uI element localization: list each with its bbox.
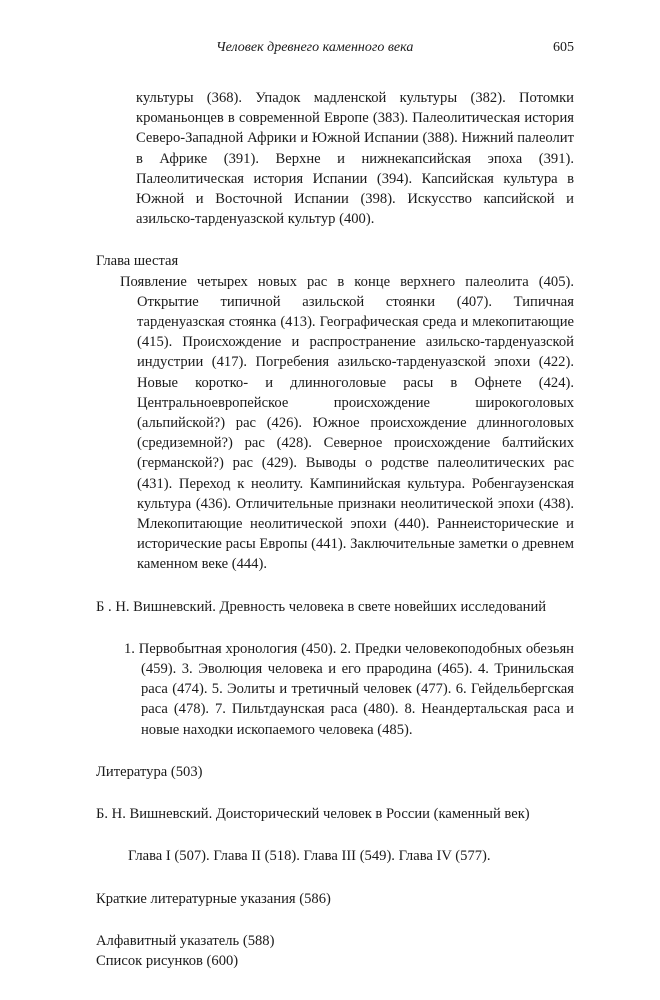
chapter6-body: Появление четырех новых рас в конце верхнего палеолита (405). Открытие типичной азильской стоянки (407). Типичная тарденуазская стоянка (413). Географическая среда и млекопитающие (415). Происхождение и распространение азильско-тарденуазской индустрии (417). Погребения азильско-тарденуазской эпохи (422). Новые коротко- и длинноголовые расы в Офнете (424). Центральноевропейское происхождение широкоголовых (альпийской?) рас (426). Южное происхождение длинноголовых (средиземной?) рас (428). Северное происхождение балтийских (германской?) рас (429). Выводы о родстве палеолитических рас (431). Переход к неолиту. Кампинийская культура. Робенгаузенская культура (436). Отличительные признаки неолитической эпохи (438). Млекопитающие неолитической эпохи (440). Раннеисторические и исторические расы Европы (441). Заключительные заметки о древнем каменном веке (444). [120,273,574,573]
literature-entry: Литература (503) [96,763,203,780]
vishnevsky2-chapters: Глава I (507). Глава II (518). Глава III (549). Глава IV (577). [128,848,491,865]
running-title: Человек древнего каменного века [216,40,414,55]
page-number: 605 [553,40,574,55]
table-of-contents [96,88,574,971]
vishnevsky1-title: Б . Н. Вишневский. Древность человека в свете новейших исследований [96,598,547,615]
brief-literature-entry: Краткие литературные указания (586) [96,890,331,907]
toc-continuation: культуры (368). Упадок мадленской культуры (382). Потомки кроманьонцев в современной Европе (383). Палеолитическая история Северо-Западной Африки и Южной Испании (388). Нижний палеолит в Африке (391). Верхне и нижнекапсийская эпоха (391). Палеолитическая история Испании (394). Капсийская культура в Южной и Восточной Испании (398). Искусство капсийской и азильско-тарденуазской культур (400). [136,90,574,228]
alphabetical-index-entry: Алфавитный указатель (588) [96,932,275,949]
chapter6-title: Глава шестая [96,253,179,270]
figures-list-entry: Список рисунков (600) [96,952,239,969]
vishnevsky1-body: 1. Первобытная хронология (450). 2. Предки человекоподобных обезьян (459). 3. Эволюция человека и его прародина (465). 4. Тринильская раса (474). 5. Эолиты и третичный человек (477). 6. Гейдельбергская раса (478). 7. Пильтдаунская раса (480). 8. Неандертальская раса и новые находки ископаемого человека (485). [124,640,574,738]
vishnevsky2-title: Б. Н. Вишневский. Доисторический человек в России (каменный век) [96,806,530,823]
running-header [96,40,574,60]
